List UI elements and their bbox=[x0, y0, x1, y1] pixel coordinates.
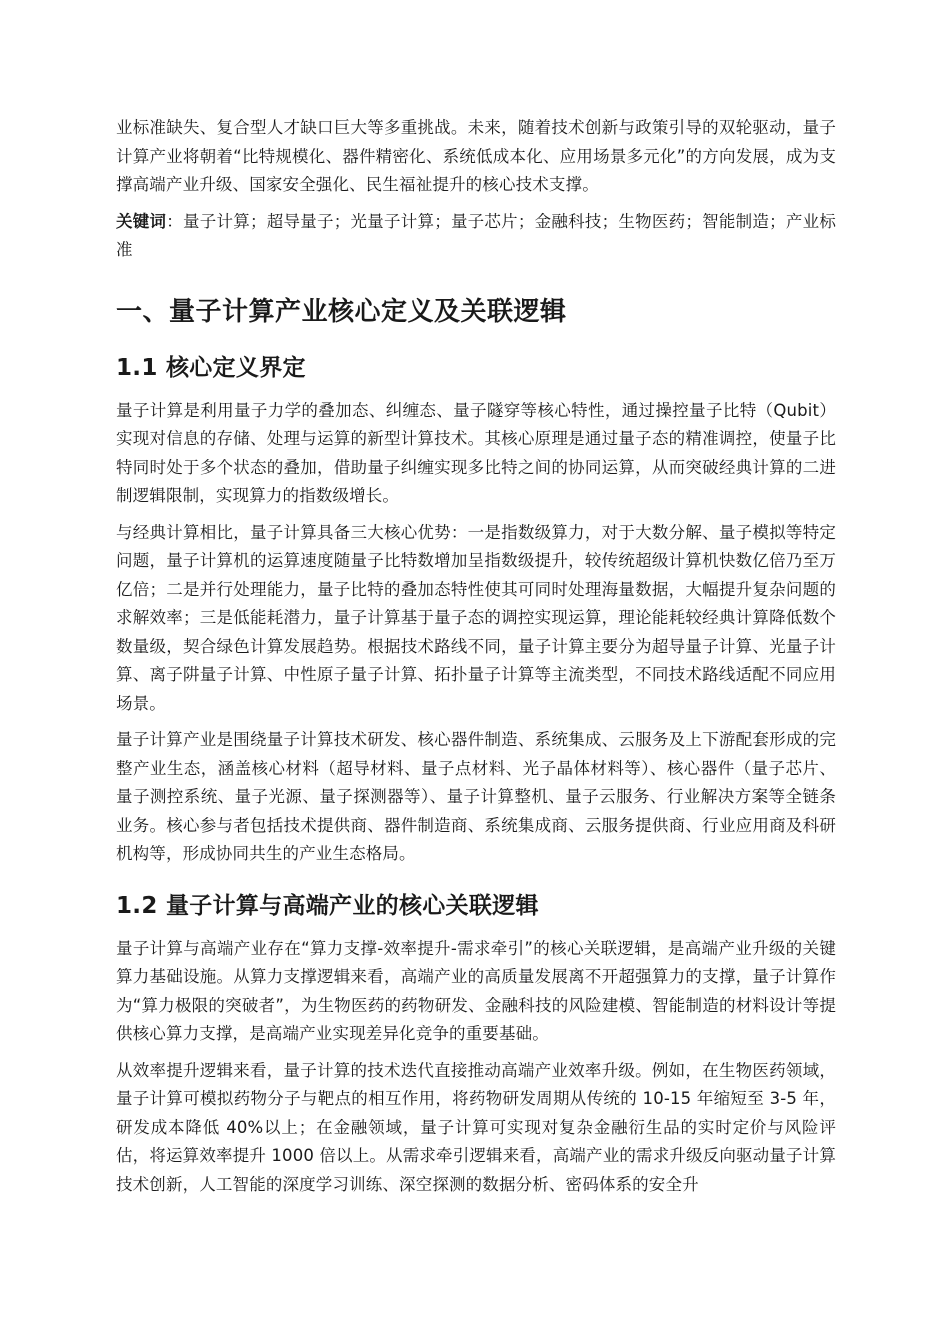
section-1-2-title: 1.2 量子计算与高端产业的核心关联逻辑 bbox=[116, 892, 539, 919]
section-1-2-paragraph-1: 量子计算与高端产业存在“算力支撑-效率提升-需求牵引”的核心关联逻辑，是高端产业升级的关键算力基础设施。从算力支撑逻辑来看，高端产业的高质量发展离不开超强算力的支撑，量子计算作为“算力极限的突破者”，为生物医药的药物研发、金融科技的风险建模、智能制造的材料设计等提供核心算力支撑，是高端产业实现差异化竞争的重要基础。 bbox=[116, 938, 836, 1043]
keywords-label: 关键词 bbox=[116, 211, 167, 231]
section-1-1-title: 1.1 核心定义界定 bbox=[116, 354, 306, 381]
section-1-2-paragraph-2: 从效率提升逻辑来看，量子计算的技术迭代直接推动高端产业效率升级。例如，在生物医药领域，量子计算可模拟药物分子与靶点的相互作用，将药物研发周期从传统的 10-15 年缩短至 3-5 年，研发成本降低 40%以上；在金融领域，量子计算可实现对复杂金融衍生品的实时定价与风险评估，将运算效率提升 1000 倍以上。从需求牵引逻辑来看，高端产业的需求升级反向驱动量子计算技术创新，人工智能的深度学习训练、深空探测的数据分析、密码体系的安全升 bbox=[116, 1060, 836, 1194]
section-1-1-paragraph-3: 量子计算产业是围绕量子计算技术研发、核心器件制造、系统集成、云服务及上下游配套形成的完整产业生态，涵盖核心材料（超导材料、量子点材料、光子晶体材料等）、核心器件（量子芯片、量子测控系统、量子光源、量子探测器等）、量子计算整机、量子云服务、行业解决方案等全链条业务。核心参与者包括技术提供商、器件制造商、系统集成商、云服务提供商、行业应用商及科研机构等，形成协同共生的产业生态格局。 bbox=[116, 730, 836, 863]
keywords-text: ：量子计算；超导量子；光量子计算；量子芯片；金融科技；生物医药；智能制造；产业标准 bbox=[116, 211, 837, 259]
keywords-paragraph bbox=[116, 208, 836, 265]
section-1-1-paragraph-2: 与经典计算相比，量子计算具备三大核心优势：一是指数级算力，对于大数分解、量子模拟等特定问题，量子计算机的运算速度随量子比特数增加呈指数级提升，较传统超级计算机快数亿倍乃至万亿倍；二是并行处理能力，量子比特的叠加态特性使其可同时处理海量数据，大幅提升复杂问题的求解效率；三是低能耗潜力，量子计算基于量子态的调控实现运算，理论能耗较经典计算降低数个数量级，契合绿色计算发展趋势。根据技术路线不同，量子计算主要分为超导量子计算、光量子计算、离子阱量子计算、中性原子量子计算、拓扑量子计算等主流类型，不同技术路线适配不同应用场景。 bbox=[116, 522, 836, 713]
section-1-1-paragraph-1: 量子计算是利用量子力学的叠加态、纠缠态、量子隧穿等核心特性，通过操控量子比特（Qubit）实现对信息的存储、处理与运算的新型计算技术。其核心原理是通过量子态的精准调控，使量子比特同时处于多个状态的叠加，借助量子纠缠实现多比特之间的协同运算，从而突破经典计算的二进制逻辑限制，实现算力的指数级增长。 bbox=[116, 400, 836, 505]
document-page bbox=[116, 114, 836, 1207]
intro-paragraph: 业标准缺失、复合型人才缺口巨大等多重挑战。未来，随着技术创新与政策引导的双轮驱动，量子计算产业将朝着“比特规模化、器件精密化、系统低成本化、应用场景多元化”的方向发展，成为支撑高端产业升级、国家安全强化、民生福祉提升的核心技术支撑。 bbox=[116, 118, 836, 194]
section-1-title: 一、量子计算产业核心定义及关联逻辑 bbox=[116, 296, 567, 327]
